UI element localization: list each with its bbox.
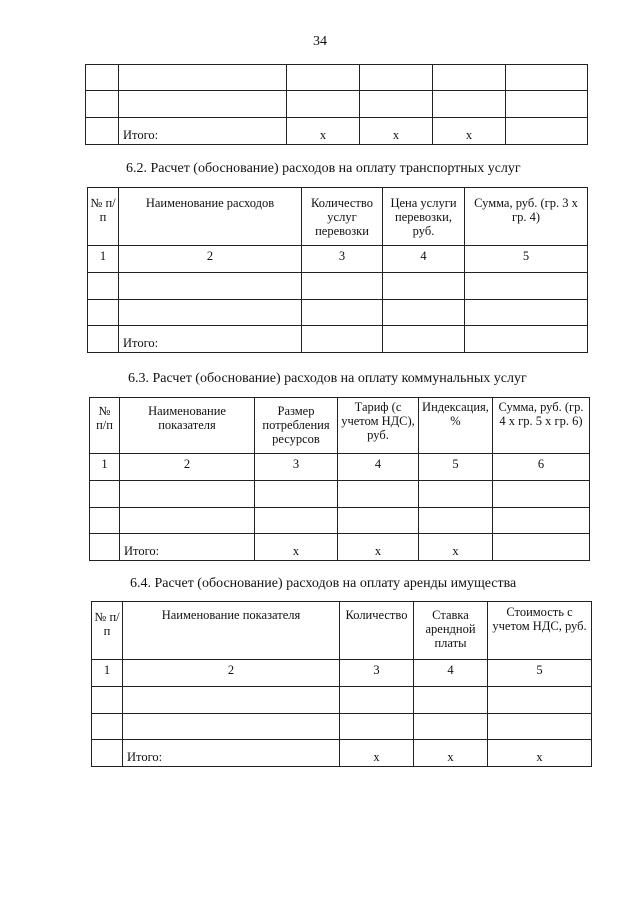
section-title-6-4: 6.4. Расчет (обоснование) расходов на оплату аренды имущества <box>130 576 517 591</box>
col-header: Тариф (с учетом НДС), руб. <box>338 398 419 454</box>
table-row <box>90 481 590 508</box>
table-row <box>90 508 590 534</box>
table-transport <box>87 187 588 353</box>
col-number: 4 <box>414 660 488 687</box>
table-row <box>86 91 588 118</box>
section-title-6-2: 6.2. Расчет (обоснование) расходов на оплату транспортных услуг <box>126 161 521 176</box>
total-row <box>90 534 590 561</box>
col-number: 3 <box>302 246 383 273</box>
col-number: 6 <box>493 454 590 481</box>
col-number: 2 <box>119 246 302 273</box>
numbering-row <box>88 246 588 273</box>
header-row <box>92 602 592 660</box>
col-header: № п/п <box>92 602 123 660</box>
col-header: Индексация, % <box>419 398 493 454</box>
page-number: 34 <box>313 34 327 49</box>
section-title-6-3: 6.3. Расчет (обоснование) расходов на оплату коммунальных услуг <box>128 371 527 386</box>
col-number: 2 <box>123 660 340 687</box>
table-row <box>88 273 588 300</box>
header-row <box>88 188 588 246</box>
table-row <box>88 300 588 326</box>
col-header: Количество <box>340 602 414 660</box>
total-row <box>88 326 588 353</box>
col-header: Сумма, руб. (гр. 4 х гр. 5 х гр. 6) <box>493 398 590 454</box>
col-number: 3 <box>340 660 414 687</box>
col-header: Наименование расходов <box>119 188 302 246</box>
col-number: 4 <box>338 454 419 481</box>
table-utilities <box>89 397 590 561</box>
x-mark: x <box>287 118 360 145</box>
total-label: Итого: <box>119 118 287 145</box>
col-header: Количество услуг перевозки <box>302 188 383 246</box>
total-row <box>86 118 588 145</box>
x-mark: x <box>338 534 419 561</box>
x-mark: x <box>419 534 493 561</box>
table-row <box>92 714 592 740</box>
table-row <box>86 65 588 91</box>
col-number: 3 <box>255 454 338 481</box>
col-header: Цена услуги перевозки, руб. <box>383 188 465 246</box>
total-label: Итого: <box>123 740 340 767</box>
col-header: Ставка арендной платы <box>414 602 488 660</box>
col-header: Размер потребления ресурсов <box>255 398 338 454</box>
col-number: 1 <box>92 660 123 687</box>
col-header: № п/п <box>90 398 120 454</box>
x-mark: x <box>433 118 506 145</box>
x-mark: x <box>488 740 592 767</box>
col-header: Наименование показателя <box>120 398 255 454</box>
col-number: 5 <box>465 246 588 273</box>
col-header: Стоимость с учетом НДС, руб. <box>488 602 592 660</box>
header-row <box>90 398 590 454</box>
total-label: Итого: <box>119 326 302 353</box>
table-rent <box>91 601 592 767</box>
table-row <box>92 687 592 714</box>
table-continuation <box>85 64 588 145</box>
total-label: Итого: <box>120 534 255 561</box>
col-number: 4 <box>383 246 465 273</box>
col-number: 1 <box>88 246 119 273</box>
col-header: Наименование показателя <box>123 602 340 660</box>
col-number: 1 <box>90 454 120 481</box>
col-header: № п/п <box>88 188 119 246</box>
numbering-row <box>92 660 592 687</box>
col-header: Сумма, руб. (гр. 3 х гр. 4) <box>465 188 588 246</box>
col-number: 2 <box>120 454 255 481</box>
col-number: 5 <box>488 660 592 687</box>
numbering-row <box>90 454 590 481</box>
total-row <box>92 740 592 767</box>
x-mark: x <box>340 740 414 767</box>
col-number: 5 <box>419 454 493 481</box>
x-mark: x <box>255 534 338 561</box>
x-mark: x <box>360 118 433 145</box>
x-mark: x <box>414 740 488 767</box>
